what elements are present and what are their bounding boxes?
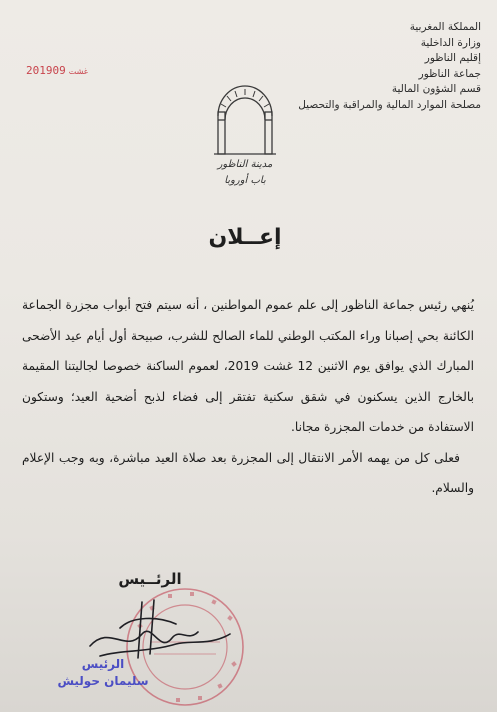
signatory-name: سليمان حوليش bbox=[57, 674, 149, 688]
body-paragraph-1: يُنهي رئيس جماعة الناظور إلى علم عموم المواطنين ، أنه سيتم فتح أبواب مجزرة الجماعة الكائنة بحي إصبانا وراء المكتب الوطني للماء الصالح للشرب، صبيحة أول أيام عيد الأضحى المبارك الذي يوافق يوم الاثنين 12 غشت 2019، لعموم الساكنة خصوصا لجاليتنا المقيمة بالخارج الذين يسكنون في شقق سكنية تفتقر إلى فضاء لذبح أضحية العيد؛ وستكون الاستفادة من خدمات المجزرة مجانا. bbox=[22, 298, 474, 434]
date-day: 09 bbox=[52, 64, 66, 77]
body-paragraph-2: فعلى كل من يهمه الأمر الانتقال إلى المجزرة بعد صلاة العيد مباشرة، وبه وجب الإعلام والسلام. bbox=[22, 450, 474, 495]
city-slogan-line: باب أوروبا bbox=[224, 175, 266, 186]
city-gate-logo-icon bbox=[210, 76, 280, 158]
letterhead bbox=[261, 20, 481, 114]
city-name-line: مدينة الناظور bbox=[217, 159, 273, 170]
date-stamp bbox=[26, 64, 91, 77]
date-year: 2019 bbox=[26, 64, 53, 77]
letterhead-line-service: مصلحة الموارد المالية والمراقبة والتحصيل bbox=[298, 98, 481, 111]
seal-text bbox=[0, 0, 1, 1]
announcement-title: إعــلان bbox=[208, 225, 282, 250]
signatory-stamp bbox=[38, 656, 168, 690]
letterhead-line-kingdom: المملكة المغربية bbox=[409, 21, 481, 33]
date-month: غشت bbox=[68, 67, 88, 76]
letterhead-line-division: قسم الشؤون المالية bbox=[391, 83, 481, 96]
letterhead-line-ministry: وزارة الداخلية bbox=[420, 36, 481, 49]
announcement-body bbox=[22, 290, 474, 504]
signature-title: الرئــيس bbox=[118, 570, 182, 588]
signatory-role: الرئيس bbox=[81, 657, 125, 671]
letterhead-line-province: إقليم الناظور bbox=[424, 52, 481, 65]
letterhead-line-commune: جماعة الناظور bbox=[418, 67, 481, 80]
city-motto bbox=[180, 157, 310, 189]
